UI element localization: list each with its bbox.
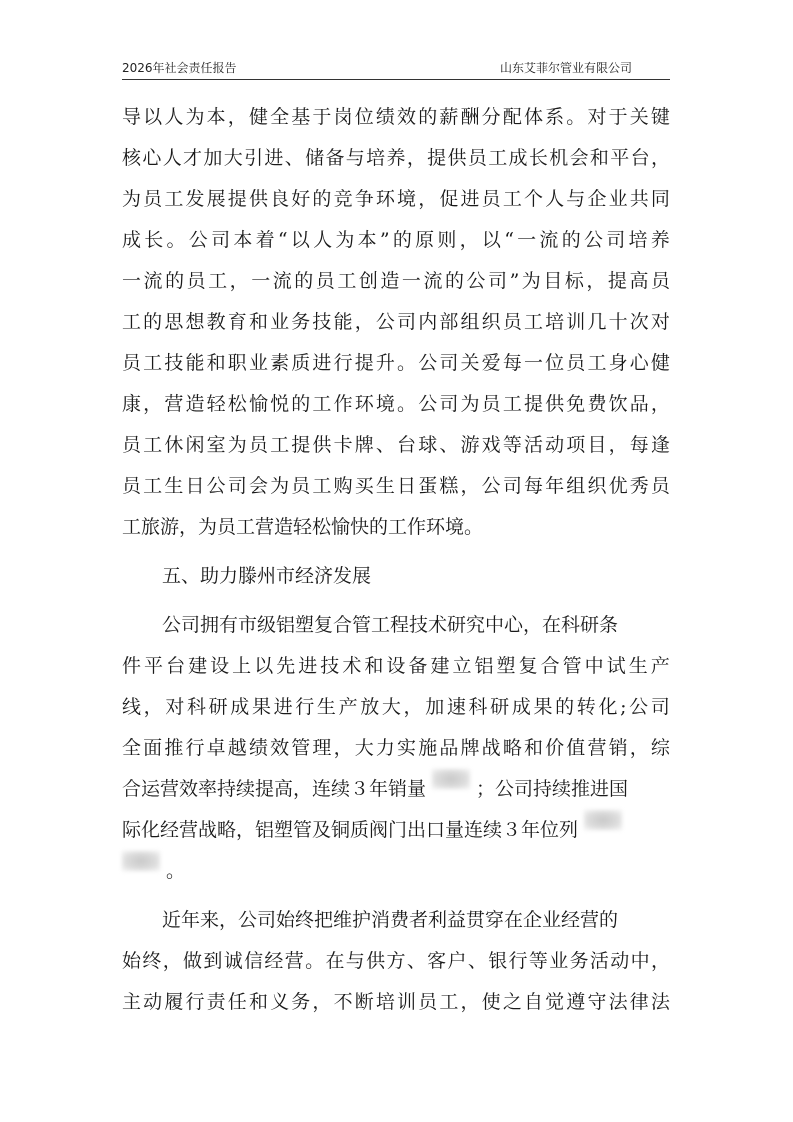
text-line: 工旅游，为员工营造轻松愉快的工作环境。 <box>122 516 484 538</box>
redacted-blur <box>584 810 622 830</box>
text-line: 一 流 的 员 工 ， 一 流 的 员 工 创 造 一 流 的 公 司 ” 为 目 标 ， 提 高 员 <box>122 270 670 292</box>
text-line: 员 工 休 闲 室 为 员 工 提 供 卡 牌 、 台 球 、 游 戏 等 活 动 项 目 ， 每 逢 <box>122 434 670 456</box>
header-rule <box>122 79 670 80</box>
page-header <box>122 57 670 81</box>
text-line: 成 长 。 公 司 本 着 “ 以 人 为 本 ” 的 原 则 ， 以 “ 一 流 的 公 司 培 养 <box>122 229 670 251</box>
text-line: 近年来，公司始终把维护消费者利益贯穿在企业经营的 <box>162 909 619 931</box>
text-line-with-redaction <box>122 851 670 892</box>
text-segment: ；公司持续推进国 <box>476 778 629 800</box>
text-line: 员 工 生 日 公 司 会 为 员 工 购 买 生 日 蛋 糕 ， 公 司 每 年 组 织 优 秀 员 <box>122 475 670 497</box>
document-body <box>122 97 670 1023</box>
text-line: 公司拥有市级铝塑复合管工程技术研究中心，在科研条 <box>162 614 619 636</box>
redacted-blur <box>432 769 470 789</box>
text-line: 线 ， 对 科 研 成 果 进 行 生 产 放 大 ， 加 速 科 研 成 果 的 转 化 ; 公 司 <box>122 696 670 718</box>
text-segment: 。 <box>166 860 186 882</box>
report-title: 2026年社会责任报告 <box>122 61 237 75</box>
text-segment: 合运营效率持续提高，连续３年销量 <box>122 778 427 800</box>
section-heading: 五、助力滕州市经济发展 <box>162 565 372 587</box>
text-line: 全 面 推 行 卓 越 绩 效 管 理 ， 大 力 实 施 品 牌 战 略 和 价 值 营 销 ， 综 <box>122 737 670 759</box>
text-line: 员 工 技 能 和 职 业 素 质 进 行 提 升 。 公 司 关 爱 每 一 位 员 工 身 心 健 <box>122 352 670 374</box>
text-line-with-redaction <box>122 810 670 851</box>
company-name: 山东艾菲尔管业有限公司 <box>499 61 632 75</box>
text-line: 工 的 思 想 教 育 和 业 务 技 能 ， 公 司 内 部 组 织 员 工 培 训 几 十 次 对 <box>122 311 670 333</box>
redacted-blur <box>122 851 160 871</box>
text-line: 件 平 台 建 设 上 以 先 进 技 术 和 设 备 建 立 铝 塑 复 合 管 中 试 生 产 <box>122 655 670 677</box>
text-line: 导 以 人 为 本 ， 健 全 基 于 岗 位 绩 效 的 薪 酬 分 配 体 系 。 对 于 关 键 <box>122 106 670 128</box>
text-line: 为 员 工 发 展 提 供 良 好 的 竞 争 环 境 ， 促 进 员 工 个 人 与 企 业 共 同 <box>122 188 670 210</box>
text-line: 主 动 履 行 责 任 和 义 务 ， 不 断 培 训 员 工 ， 使 之 自 觉 遵 守 法 律 法 <box>122 991 670 1013</box>
text-line: 核 心 人 才 加 大 引 进 、 储 备 与 培 养 ， 提 供 员 工 成 长 机 会 和 平 台 ， <box>122 147 670 169</box>
text-line-with-redaction <box>122 769 670 810</box>
text-line: 始 终 ， 做 到 诚 信 经 营 。 在 与 供 方 、 客 户 、 银 行 等 业 务 活 动 中 ， <box>122 950 670 972</box>
text-line: 康 ， 营 造 轻 松 愉 悦 的 工 作 环 境 。 公 司 为 员 工 提 供 免 费 饮 品 ， <box>122 393 670 415</box>
text-segment: 际化经营战略，铝塑管及铜质阀门出口量连续３年位列 <box>122 819 579 841</box>
